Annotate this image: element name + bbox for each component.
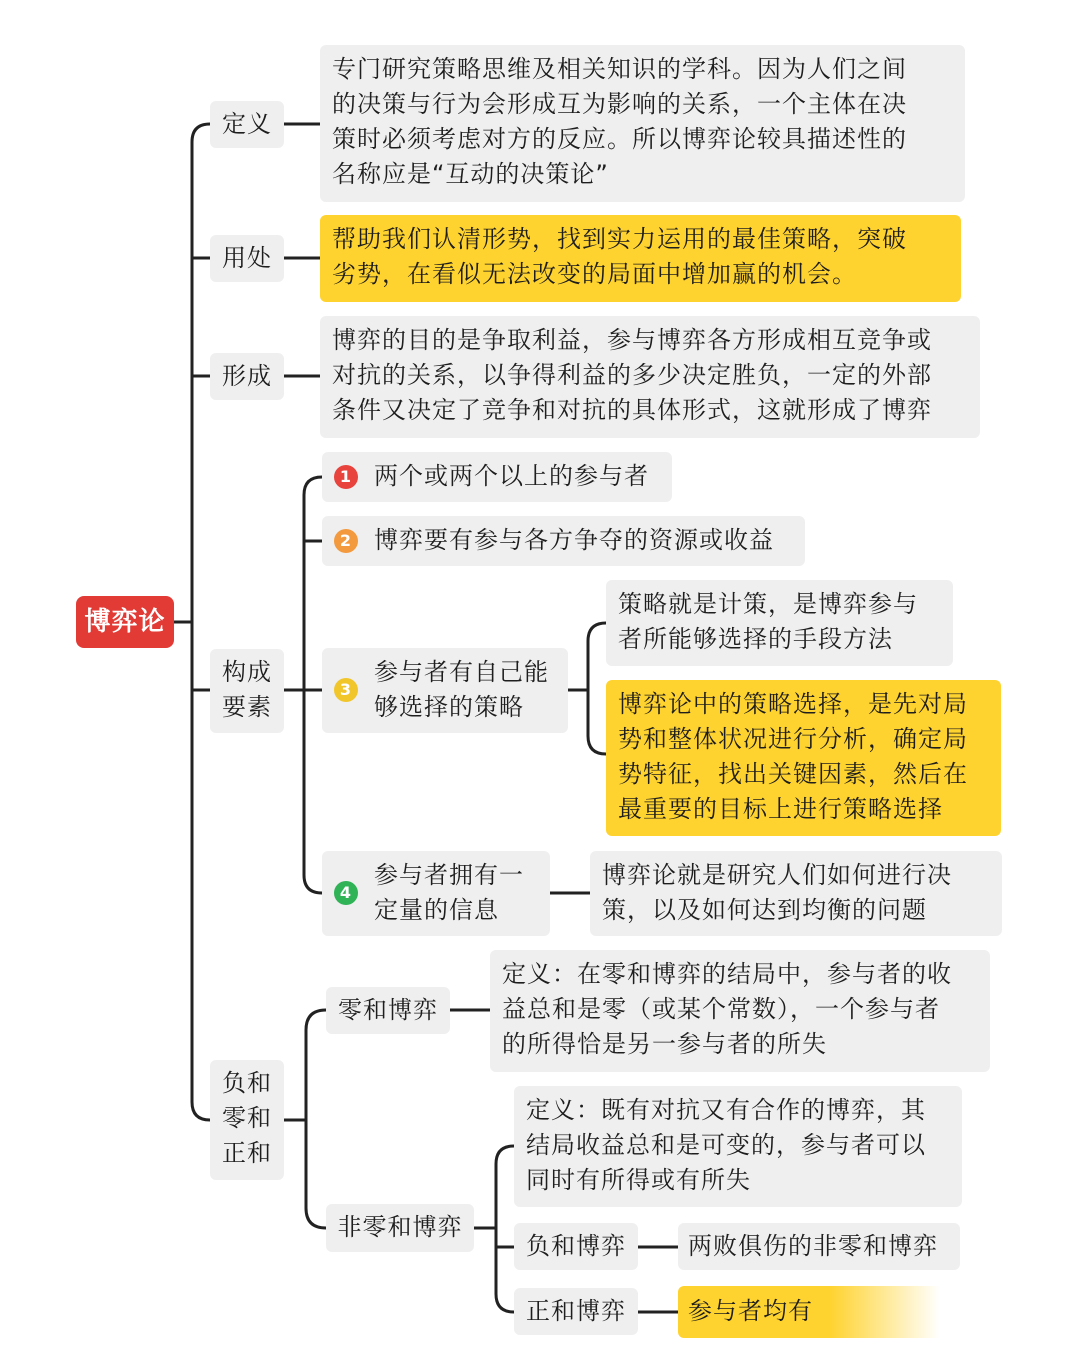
negative-sum-description: 两败俱伤的非零和博弈 [678,1223,960,1270]
branch-formation: 形成 [210,353,284,400]
number-badge-icon: 4 [334,881,358,905]
connector-item-3-trunk [588,623,606,754]
connector-main-trunk [192,124,210,1120]
element-item-3 [322,648,568,733]
branch-definition: 定义 [210,101,284,148]
branch-usage: 用处 [210,235,284,282]
branch-zerosum: 负和 零和 正和 [210,1060,284,1180]
element-item-4-child-1: 博弈论就是研究人们如何进行决 策，以及如何达到均衡的问题 [590,851,1002,936]
element-item-3-text: 参与者有自己能 够选择的策略 [374,658,549,721]
formation-text: 博弈的目的是争取利益，参与博弈各方形成相互竞争或 对抗的关系，以争得利益的多少决定胜负，一定的外部 条件又决定了竞争和对抗的具体形式，这就形成了博弈 [320,316,980,438]
element-item-3-child-2: 博弈论中的策略选择，是先对局 势和整体状况进行分析，确定局 势特征，找出关键因素，然后在 最重要的目标上进行策略选择 [606,680,1001,836]
connector-zerosum-trunk [306,1010,326,1228]
element-item-2 [322,516,805,566]
root-node: 博弈论 [76,596,174,648]
element-item-2-text: 博弈要有参与各方争夺的资源或收益 [374,526,774,554]
number-badge-icon: 3 [334,678,358,702]
negative-sum-game-label: 负和博弈 [514,1223,638,1270]
zero-sum-definition: 定义：在零和博弈的结局中，参与者的收 益总和是零（或某个常数），一个参与者 的所得恰是另一参与者的所失 [490,950,990,1072]
positive-sum-game-label: 正和博弈 [514,1288,638,1335]
element-item-1-text: 两个或两个以上的参与者 [374,462,649,490]
watermark-fade [830,1282,1030,1342]
connector-nonzero-trunk [496,1146,514,1312]
element-item-1 [322,452,672,502]
usage-text: 帮助我们认清形势，找到实力运用的最佳策略，突破 劣势，在看似无法改变的局面中增加赢的机会。 [320,215,961,302]
zero-sum-game-label: 零和博弈 [326,987,450,1034]
definition-text: 专门研究策略思维及相关知识的学科。因为人们之间 的决策与行为会形成互为影响的关系，一个主体在决 策时必须考虑对方的反应。所以博弈论较具描述性的 名称应是“互动的决策论” [320,45,965,202]
non-zero-sum-definition: 定义：既有对抗又有合作的博弈，其 结局收益总和是可变的，参与者可以 同时有所得或有所失 [514,1086,962,1207]
number-badge-icon: 1 [334,465,358,489]
connector-elements-trunk [304,477,322,893]
branch-elements: 构成 要素 [210,649,284,733]
positive-sum-description: 参与者均有 [678,1286,984,1338]
number-badge-icon: 2 [334,529,358,553]
element-item-4 [322,851,550,936]
element-item-3-child-1: 策略就是计策，是博弈参与 者所能够选择的手段方法 [606,580,953,666]
non-zero-sum-game-label: 非零和博弈 [326,1204,474,1252]
element-item-4-text: 参与者拥有一 定量的信息 [374,861,524,924]
